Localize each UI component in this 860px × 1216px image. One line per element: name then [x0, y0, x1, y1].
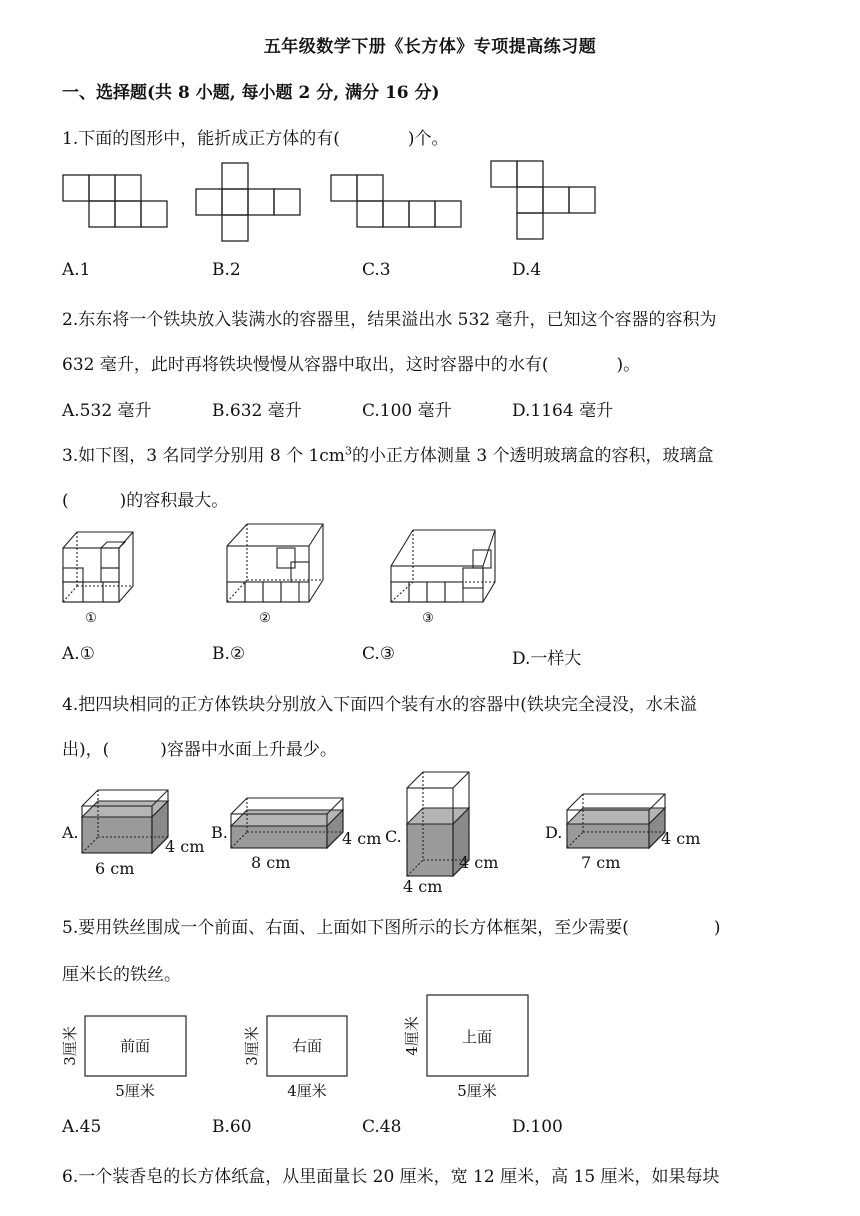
top-face-side: 4厘米 [403, 1016, 421, 1056]
question-5-line-1: 5.要用铁丝围成一个前面、右面、上面如下图所示的长方体框架，至少需要( ) [62, 918, 721, 938]
container-b [231, 798, 343, 848]
container-d-side: 4 cm [661, 829, 701, 848]
box-label-2: ② [259, 611, 271, 626]
glass-box-3 [391, 530, 495, 602]
question-5-line-2: 厘米长的铁丝。 [62, 965, 181, 985]
container-b-letter: B. [211, 823, 228, 842]
question-3-line-1: 3.如下图，3 名同学分别用 8 个 $1cm^3$的小正方体测量 3 个透明玻璃盒的容积，玻璃盒 [62, 444, 714, 466]
question-2-line-1: 2.东东将一个铁块放入装满水的容器里，结果溢出水 532 毫升，已知这个容器的容积为 [62, 310, 717, 330]
option-c: C.③ [362, 644, 396, 664]
option-c: C.100 毫升 [362, 401, 452, 421]
option-a: A.45 [62, 1117, 102, 1137]
section-heading: 一、选择题(共 8 小题, 每小题 2 分, 满分 16 分) [62, 83, 440, 103]
question-3-line-2: ( )的容积最大。 [62, 491, 229, 511]
question-2-line-2: 632 毫升，此时再将铁块慢慢从容器中取出，这时容器中的水有( )。 [62, 355, 641, 375]
container-a-bottom: 6 cm [95, 859, 135, 878]
net-1 [63, 175, 167, 227]
option-a: A.532 毫升 [62, 401, 152, 421]
option-a: A.① [62, 644, 95, 664]
container-b-bottom: 8 cm [251, 853, 291, 872]
glass-box-1 [63, 532, 133, 602]
option-b: B.2 [212, 260, 241, 280]
question-6-line-1: 6.一个装香皂的长方体纸盒，从里面量长 20 厘米，宽 12 厘米，高 15 厘米，如果每块 [62, 1167, 720, 1187]
question-4-line-1: 4.把四块相同的正方体铁块分别放入下面四个装有水的容器中(铁块完全浸没，水未溢 [62, 695, 697, 715]
cube-nets-figure [55, 155, 615, 247]
glass-box-2 [227, 524, 323, 602]
container-c-side: 4 cm [459, 853, 499, 872]
container-b-side: 4 cm [342, 829, 382, 848]
container-a-letter: A. [62, 823, 79, 842]
container-a-side: 4 cm [165, 837, 205, 856]
option-a: A.1 [62, 260, 91, 280]
option-c: C.3 [362, 260, 391, 280]
top-face-label: 上面 [461, 1028, 493, 1046]
option-c: C.48 [362, 1117, 402, 1137]
option-d: D.100 [512, 1117, 563, 1137]
page-title: 五年级数学下册《长方体》专项提高练习题 [263, 37, 597, 57]
faces-figure [55, 990, 535, 1105]
glass-boxes-figure [55, 520, 515, 630]
container-d-bottom: 7 cm [581, 853, 621, 872]
container-d [567, 794, 665, 848]
option-b: B.② [212, 644, 246, 664]
container-c-bottom: 4 cm [403, 877, 443, 896]
box-label-3: ③ [422, 611, 434, 626]
container-a [82, 790, 168, 853]
option-b: B.632 毫升 [212, 401, 302, 421]
net-2 [196, 163, 300, 241]
net-3 [331, 175, 461, 227]
front-face-bottom: 5厘米 [115, 1082, 155, 1100]
option-b: B.60 [212, 1117, 252, 1137]
option-d: D.一样大 [512, 649, 582, 669]
question-1-text: 1.下面的图形中，能折成正方体的有( )个。 [62, 129, 449, 149]
water-containers-figure [55, 768, 715, 898]
front-face-label: 前面 [119, 1037, 151, 1055]
right-face-side: 3厘米 [243, 1026, 261, 1066]
container-d-letter: D. [545, 823, 563, 842]
option-d: D.4 [512, 260, 542, 280]
option-d: D.1164 毫升 [512, 401, 614, 421]
right-face-bottom: 4厘米 [287, 1082, 327, 1100]
right-face-label: 右面 [291, 1037, 323, 1055]
question-4-line-2: 出)，( )容器中水面上升最少。 [62, 740, 337, 760]
box-label-1: ① [85, 611, 97, 626]
container-c-letter: C. [385, 827, 402, 846]
front-face-side: 3厘米 [61, 1026, 79, 1066]
net-4 [491, 161, 595, 239]
top-face-bottom: 5厘米 [457, 1082, 497, 1100]
